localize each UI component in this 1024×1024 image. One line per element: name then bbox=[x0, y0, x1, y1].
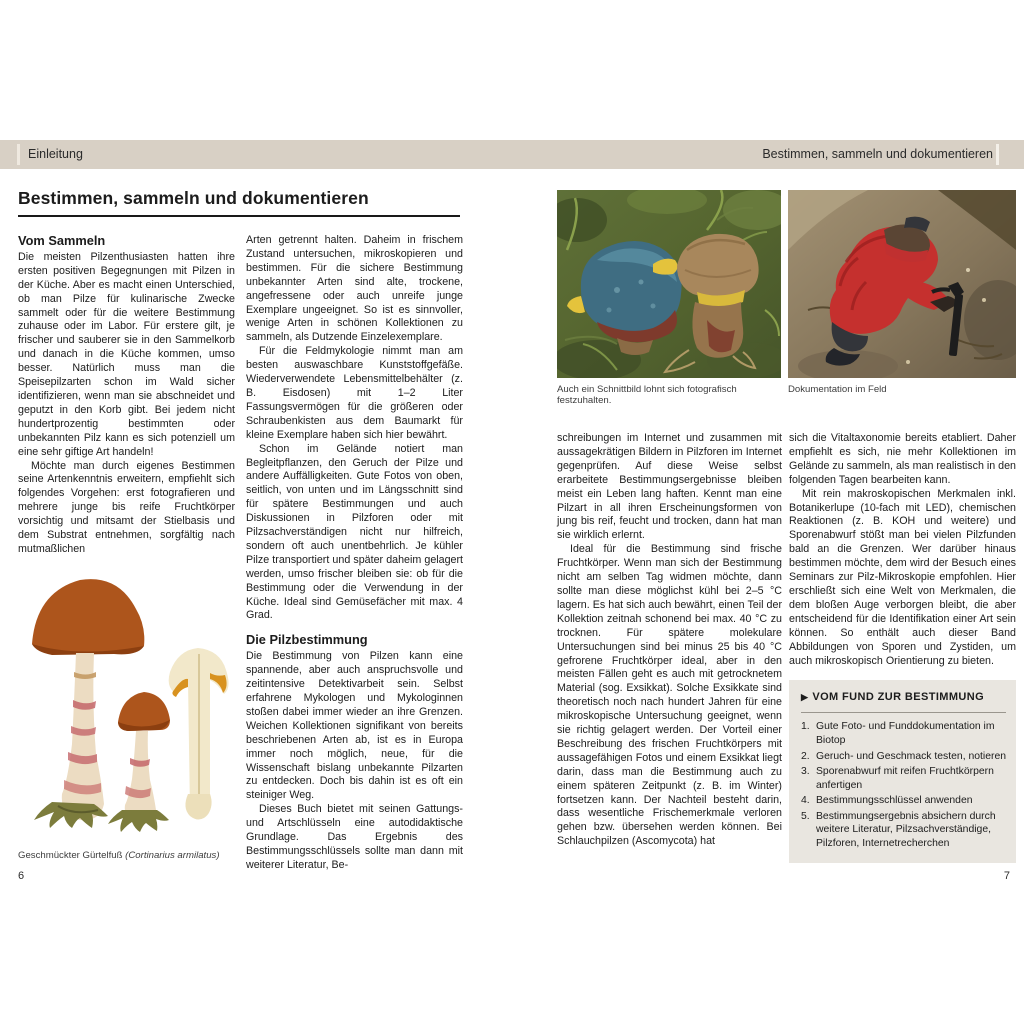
list-item-number: 5. bbox=[801, 810, 810, 822]
photo2-caption: Dokumentation im Feld bbox=[788, 384, 887, 395]
header-divider-right bbox=[996, 144, 999, 165]
list-item-text: Bestimmungsschlüssel anwenden bbox=[816, 795, 973, 807]
running-header-left: Einleitung bbox=[28, 147, 83, 161]
list-item-number: 3. bbox=[801, 766, 810, 778]
body-paragraph: Schon im Gelände notiert man Begleitpflanzen, den Geruch der Pilze und andere Auffälligkeiten. Gute Fotos von oben, seitlich, von unten und im Längsschnitt sind für spätere Bestimmungen und auch Diskussionen in Pilzforen oder mit Pilzsachverständigen nicht nur hilfreich, sondern oft auch unentbehrlich. Je kühler Pilze transportiert und später daheim gelagert werden, umso frischer bleiben sie: ob für die Bestimmung oder die Verwendung in der Küche. Ideal sind Gemüsefächer mit max. 4 Grad. bbox=[246, 442, 463, 622]
section-heading-pilzbestimmung: Die Pilzbestimmung bbox=[246, 632, 368, 648]
section-heading-vom-sammeln: Vom Sammeln bbox=[18, 233, 106, 248]
info-box-title bbox=[801, 691, 1006, 713]
caption-latin-name: (Cortinarius armilatus) bbox=[125, 850, 220, 861]
list-item bbox=[801, 750, 1006, 764]
list-item-number: 4. bbox=[801, 795, 810, 807]
list-item bbox=[801, 765, 1006, 792]
left-page-column-2 bbox=[246, 234, 463, 873]
page-number-left: 6 bbox=[18, 870, 25, 882]
page-number-right: 7 bbox=[1003, 870, 1010, 882]
right-page bbox=[557, 190, 1016, 890]
body-paragraph: Mit rein makroskopischen Merkmalen inkl. Botanikerlupe (10-fach mit LED), chemischen Reaktionen (z. B. KOH und weitere) und Sporenabwurf stößt man bei vielen Pilzfunden bald an die Grenzen. Wer darüber hinaus bestimmen möchte, dem wird der Besuch eines Seminars zur Pilz-Mikroskopie empfohlen. Hier erschließt sich eine Welt von Merkmalen, die dem bloßen Auge verborgen bleibt, die aber entscheidend für die Identifikation einer Art sein können. So enthält auch dieser Band Abbildungen von Sporen und Zystiden, um auch mikroskopisch Orientierung zu bieten. bbox=[789, 487, 1016, 667]
body-paragraph: Dieses Buch bietet mit seinen Gattungs- und Artschlüsseln eine autodidaktische Grundlage. Das Ergebnis des Bestimmungsschlüssels sollte man dann mit weiterer Literatur, Be- bbox=[246, 803, 463, 871]
left-page bbox=[18, 188, 463, 888]
body-paragraph: Die Bestimmung von Pilzen kann eine spannende, aber auch anspruchsvolle und zeitintensive Detektivarbeit sein. Selbst erfahrene Mykologen und Mykologinnen stoßen dabei immer wieder an ihre Grenzen. Weichen Kollektionen signifikant von bereits beschriebenen Arten ab, ist es in Europa immer noch möglich, neue, für die Wissenschaft bislang unbekannte Pilzarten zu entdecken. Doch bis dahin ist es oft ein steiniger Weg. bbox=[246, 650, 463, 802]
triangle-bullet-icon: ▶ bbox=[801, 692, 809, 703]
mushroom-illustration bbox=[18, 554, 236, 842]
list-item-number: 2. bbox=[801, 750, 810, 762]
header-divider-left bbox=[17, 144, 20, 165]
list-item bbox=[801, 810, 1006, 851]
info-box-title-text: VOM FUND ZUR BESTIMMUNG bbox=[812, 691, 985, 704]
right-page-column-1 bbox=[557, 432, 782, 849]
page-title: Bestimmen, sammeln und dokumentieren bbox=[18, 188, 460, 217]
body-paragraph: Die meisten Pilzenthusiasten hatten ihre ersten positiven Begegnungen mit Pilzen in der Küche. Aber es macht einen Unterschied, ob man Pilze für kulinarische Zwecke sammelt oder für die weitere Bestimmung zuhause oder im Labor. Für erstere gilt, je frischer und sauberer sie in den Sammelkorb und danach in die Küche kommen, umso besser. Natürlich muss man die Speisepilzarten schon im Wald sicher identifizieren, wenn man sie abschneidet und geputzt in den Korb gibt. Bei jedem nicht hundertprozentig bestimmten oder unbekannten Pilz kann es sich potenziell um eine sehr giftige Art handeln! bbox=[18, 250, 235, 458]
running-header-band bbox=[0, 140, 1024, 169]
right-page-column-2 bbox=[789, 432, 1016, 863]
caption-common-name: Geschmückter Gürtelfuß bbox=[18, 850, 126, 861]
list-item bbox=[801, 720, 1006, 747]
list-item-text: Geruch- und Geschmack testen, notieren bbox=[816, 750, 1007, 762]
body-paragraph: Möchte man durch eigenes Bestimmen seine Artenkenntnis erweitern, empfiehlt sich folgendes Vorgehen: erst fotografieren und mehrere junge bis reife Fruchtkörper vorsichtig und mitsamt der Stielbasis und dem Substrat entnehmen, sorgfältig nach mutmaßlichen bbox=[18, 459, 235, 555]
illustration-caption bbox=[18, 850, 220, 861]
list-item-text: Sporenabwurf mit reifen Fruchtkörpern anfertigen bbox=[816, 766, 994, 791]
photo-mushroom-cross-section bbox=[557, 190, 781, 378]
body-paragraph: schreibungen im Internet und zusammen mit aussagekrätigen Bildern in Pilzforen im Internet gegenprüfen. Auf diese Weise selbst erarbeitete Bestimmungsergebnisse bleiben meist ein Leben lang haften. Kennt man eine Pilzart in all ihren Erscheinungsformen von jung bis reif, feucht und trocken, dann hat man sie wirklich erlernt. bbox=[557, 432, 782, 542]
list-item bbox=[801, 794, 1006, 808]
photo-field-documentation bbox=[788, 190, 1016, 378]
list-item-text: Gute Foto- und Funddokumentation im Biotop bbox=[816, 721, 995, 746]
body-paragraph: sich die Vitaltaxonomie bereits etabliert. Daher empfiehlt es sich, nie mehr Kollektionen im Gelände zu sammeln, als man realistisch in den folgenden Tagen bearbeiten kann. bbox=[789, 432, 1016, 486]
photo1-caption: Auch ein Schnittbild lohnt sich fotografisch festzuhalten. bbox=[557, 384, 737, 406]
determination-steps-box bbox=[789, 680, 1016, 862]
body-paragraph: Arten getrennt halten. Daheim in frischem Zustand untersuchen, mikroskopieren und bestimmen. Für die sichere Bestimmung unbekannter Arten sind alte, trockene, angefressene oder auch unreife junge Exemplare ungeeignet. So ist es sinnvoller, wenige Arten in schönen Kollektionen zu sammeln, als Dutzende Einzelexemplare. bbox=[246, 234, 463, 344]
left-page-column-1 bbox=[18, 234, 235, 557]
running-header-right: Bestimmen, sammeln und dokumentieren bbox=[762, 147, 993, 161]
list-item-number: 1. bbox=[801, 721, 810, 733]
body-paragraph: Ideal für die Bestimmung sind frische Fruchtkörper. Wenn man sich der Bestimmung nicht am selben Tag widmen möchte, dann sollte man diese möglichst kühl bei 2–5 °C lagern. Es hat sich auch bewährt, einen Teil der Kollektion zeitnah schonend bei max. 40 °C zu trocknen. Für spätere molekulare Untersuchungen sind bei minus 25 bis 40 °C gefrorene Fruchtkörper ideal, aber in den meisten Fällen geht es auch mit getrocknetem Material (sog. Exsikkat). Solche Exsikkate sind theoretisch noch nach hundert Jahren für eine mikroskopische Untersuchung geeignet, wenn sie richtig gelagert werden. Der Vorteil einer Beschreibung des frischen Fruchtkörpers mit aussagefähigen Fotos und einem Exsikkat liegt darin, dass man die Bestimmung auch zu einem späteren Zeitpunkt (z. B. im Winter) fortsetzen kann. Der Nachteil besteht darin, dass wesentliche Frischemerkmale verloren gehen bzw. übersehen werden können. Bei Schlauchpilzen (Ascomycota) hat bbox=[557, 543, 782, 848]
list-item-text: Bestimmungsergebnis absichern durch weitere Literatur, Pilzsachverständige, Pilzforen, Internetrecherchen bbox=[816, 810, 996, 850]
body-paragraph: Für die Feldmykologie nimmt man am besten auswaschbare Kunststoffgefäße. Wiederverwendete Lebensmittelbehälter (z. B. Eisdosen) mit 1–2 Liter Fassungsvermögen für die größeren oder Schraubenkisten aus dem Baumarkt für kleine Exemplare haben sich hier bewährt. bbox=[246, 345, 463, 441]
